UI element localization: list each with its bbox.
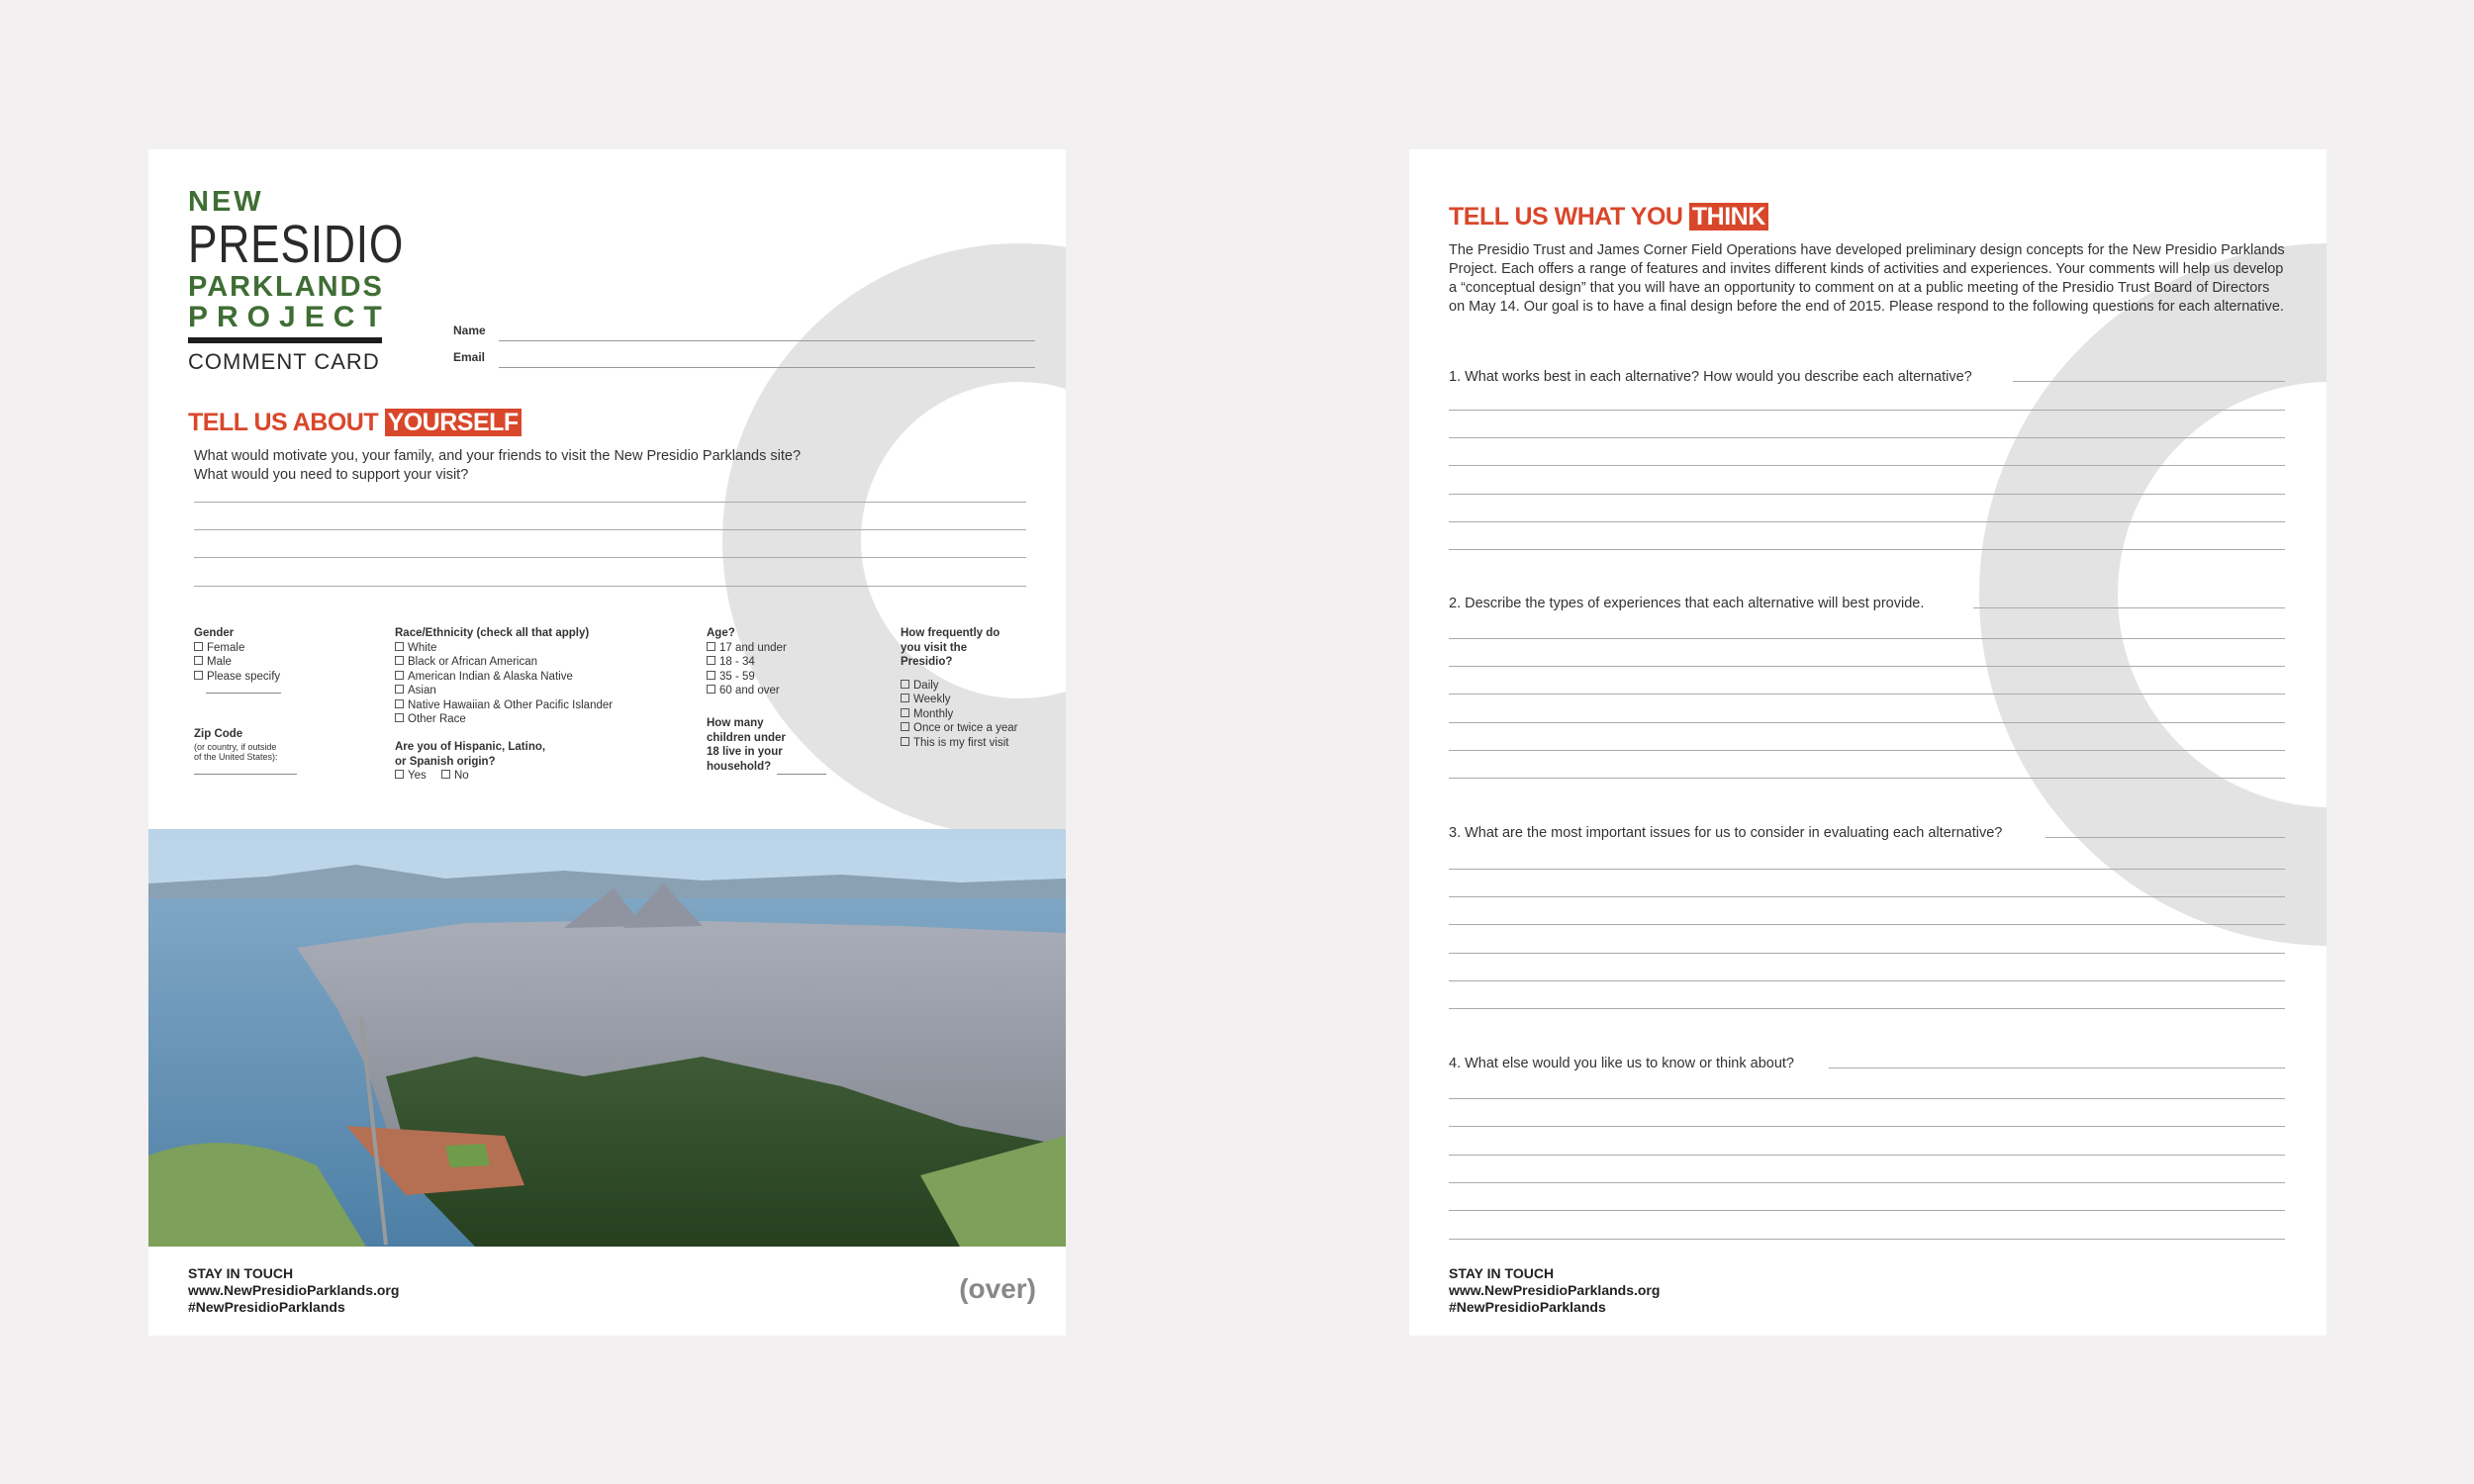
project-logo — [188, 187, 451, 375]
front-footer — [188, 1265, 399, 1316]
answer-line[interactable] — [1449, 924, 2285, 925]
children-section — [707, 716, 826, 775]
intro-paragraph: The Presidio Trust and James Corner Field Operations have developed preliminary design concepts for the New Presidio Parklands Project. Each offers a range of features and invites different kinds of activities and experiences. Your comments will help us develop a “conceptual design” that you will have an opportunity to comment on at a public meeting of the Presidio Trust Board of Directors on May 14. Our goal is to have a final design before the end of 2015. Please respond to the following questions for each alternative. — [1449, 242, 2285, 315]
name-input-line[interactable] — [499, 340, 1035, 341]
back-footer — [1449, 1265, 1660, 1316]
answer-line[interactable] — [1449, 1098, 2285, 1099]
zip-title: Zip Code — [194, 728, 243, 740]
frequency-option[interactable]: Once or twice a year — [901, 721, 1017, 736]
age-section — [707, 626, 787, 698]
answer-line[interactable] — [194, 557, 1026, 558]
gender-title: Gender — [194, 627, 235, 639]
email-label: Email — [453, 350, 486, 364]
race-option[interactable]: Other Race — [395, 712, 613, 727]
age-option[interactable]: 60 and over — [707, 684, 787, 698]
answer-line[interactable] — [2013, 381, 2285, 382]
gender-option-specify[interactable]: Please specify — [194, 670, 281, 685]
frequency-option[interactable]: This is my first visit — [901, 736, 1017, 751]
name-field[interactable] — [453, 324, 1066, 343]
answer-line[interactable] — [1449, 1126, 2285, 1127]
answer-line[interactable] — [2046, 837, 2285, 838]
logo-new: NEW — [188, 186, 264, 218]
frequency-title: Presidio? — [901, 656, 953, 668]
answer-line[interactable] — [1449, 1239, 2285, 1240]
answer-line[interactable] — [1449, 750, 2285, 751]
heading-highlight: THINK — [1689, 203, 1768, 231]
back-comment-card — [1409, 149, 2327, 1336]
question-1: 1. What works best in each alternative? How would you describe each alternative? — [1449, 369, 1972, 385]
logo-project: PROJECT — [188, 301, 391, 333]
answer-line[interactable] — [1973, 607, 2285, 608]
decorative-ring — [1979, 243, 2327, 946]
aerial-photo-illustration — [148, 829, 1066, 1247]
about-yourself-heading — [188, 409, 522, 437]
hispanic-no-option[interactable]: No — [441, 770, 469, 782]
frequency-option[interactable]: Weekly — [901, 693, 1017, 707]
question-3: 3. What are the most important issues for us to consider in evaluating each alternative? — [1449, 825, 2003, 841]
answer-line[interactable] — [1449, 437, 2285, 438]
frequency-title: How frequently do — [901, 627, 1000, 639]
age-title: Age? — [707, 627, 735, 639]
answer-line[interactable] — [194, 586, 1026, 587]
age-option[interactable]: 17 and under — [707, 641, 787, 656]
children-title: How many — [707, 717, 764, 729]
age-option[interactable]: 35 - 59 — [707, 670, 787, 685]
zip-note-1: (or country, if outside — [194, 741, 277, 752]
age-option[interactable]: 18 - 34 — [707, 655, 787, 670]
logo-parklands: PARKLANDS — [188, 271, 384, 303]
hispanic-title-2: or Spanish origin? — [395, 755, 496, 768]
aerial-photo-presidio — [148, 829, 1066, 1247]
answer-line[interactable] — [1449, 465, 2285, 466]
race-option[interactable]: American Indian & Alaska Native — [395, 670, 613, 685]
frequency-title: you visit the — [901, 641, 968, 654]
answer-line[interactable] — [194, 502, 1026, 503]
answer-line[interactable] — [1449, 549, 2285, 550]
zip-line[interactable] — [194, 762, 297, 775]
answer-line[interactable] — [1449, 1182, 2285, 1183]
race-option[interactable]: Native Hawaiian & Other Pacific Islander — [395, 698, 613, 713]
zip-section — [194, 727, 297, 779]
frequency-option[interactable]: Daily — [901, 679, 1017, 694]
specify-line[interactable] — [206, 687, 281, 694]
answer-line[interactable] — [1449, 722, 2285, 723]
answer-line[interactable] — [1449, 694, 2285, 695]
race-option[interactable]: White — [395, 641, 613, 656]
heading-highlight: YOURSELF — [385, 409, 522, 436]
children-title: 18 live in your — [707, 746, 783, 758]
children-title: children under — [707, 731, 786, 744]
hispanic-section — [395, 740, 545, 784]
website-link[interactable]: www.NewPresidioParklands.org — [188, 1282, 400, 1298]
answer-line[interactable] — [1449, 521, 2285, 522]
logo-presidio: PRESIDIO — [188, 215, 405, 274]
hispanic-title-1: Are you of Hispanic, Latino, — [395, 741, 546, 753]
answer-line[interactable] — [1449, 494, 2285, 495]
hispanic-yes-option[interactable]: Yes — [395, 770, 427, 782]
email-field[interactable] — [453, 350, 1066, 370]
hashtag-text: #NewPresidioParklands — [188, 1299, 345, 1315]
question-2: 2. Describe the types of experiences that each alternative will best provide. — [1449, 596, 1925, 611]
frequency-section — [901, 626, 1017, 750]
logo-bar — [188, 337, 382, 343]
stay-in-touch-title: STAY IN TOUCH — [1449, 1265, 1555, 1281]
gender-section — [194, 626, 281, 698]
email-input-line[interactable] — [499, 367, 1035, 368]
children-line[interactable] — [777, 760, 826, 776]
answer-line[interactable] — [1449, 953, 2285, 954]
children-title: household? — [707, 760, 772, 773]
answer-line[interactable] — [1449, 980, 2285, 981]
prompt-line-2: What would you need to support your visit? — [194, 467, 469, 483]
prompt-line-1: What would motivate you, your family, and your friends to visit the New Presidio Parklands site? — [194, 448, 802, 464]
answer-line[interactable] — [1449, 1210, 2285, 1211]
visit-prompt — [194, 447, 801, 485]
front-comment-card — [148, 149, 1066, 1336]
answer-line[interactable] — [1449, 869, 2285, 870]
what-you-think-heading — [1449, 203, 1768, 232]
name-label: Name — [453, 324, 486, 337]
website-link[interactable]: www.NewPresidioParklands.org — [1449, 1282, 1661, 1298]
answer-line[interactable] — [1449, 638, 2285, 639]
race-option[interactable]: Black or African American — [395, 655, 613, 670]
gender-option-female[interactable]: Female — [194, 641, 281, 656]
comment-card-title: COMMENT CARD — [188, 349, 380, 374]
hashtag-text: #NewPresidioParklands — [1449, 1299, 1606, 1315]
answer-line[interactable] — [1829, 1067, 2285, 1068]
answer-line[interactable] — [1449, 896, 2285, 897]
answer-line[interactable] — [1449, 1008, 2285, 1009]
race-section — [395, 626, 613, 727]
answer-line[interactable] — [194, 529, 1026, 530]
answer-line[interactable] — [1449, 1155, 2285, 1156]
zip-note-2: of the United States): — [194, 751, 278, 762]
race-title: Race/Ethnicity (check all that apply) — [395, 627, 590, 639]
answer-line[interactable] — [1449, 410, 2285, 411]
question-4: 4. What else would you like us to know or think about? — [1449, 1056, 1794, 1071]
gender-option-male[interactable]: Male — [194, 655, 281, 670]
race-option[interactable]: Asian — [395, 684, 613, 698]
over-indicator: (over) — [959, 1273, 1036, 1304]
frequency-option[interactable]: Monthly — [901, 707, 1017, 722]
stay-in-touch-title: STAY IN TOUCH — [188, 1265, 294, 1281]
heading-text: TELL US ABOUT — [188, 409, 379, 436]
heading-text: TELL US WHAT YOU — [1449, 203, 1683, 231]
answer-line[interactable] — [1449, 778, 2285, 779]
answer-line[interactable] — [1449, 666, 2285, 667]
